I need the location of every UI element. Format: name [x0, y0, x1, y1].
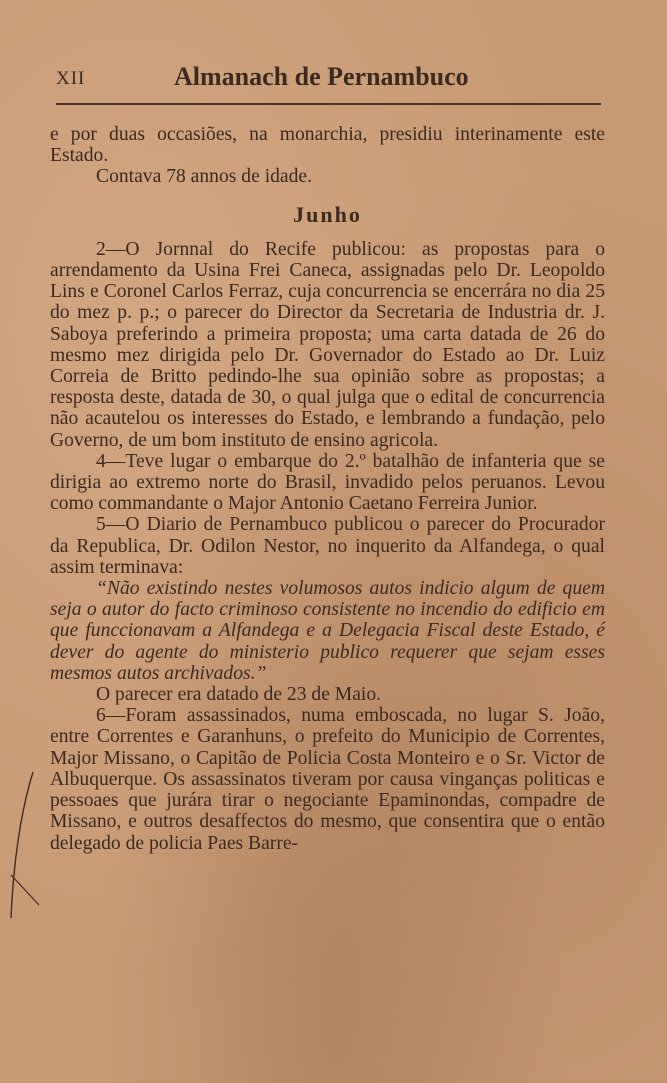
running-title: Almanach de Pernambuco: [174, 62, 469, 91]
entry-june-6: 6—Foram assassinados, numa emboscada, no lugar S. João, entre Correntes e Garanhuns, o prefeito do Municipio de Correntes, Major Missano, o Capitão de Policia Costa Monteiro e o Sr. Victor de Albuquerque. Os assassinatos tiveram por causa vinganças politicas e pessoaes que jurára tirar o negociante Epaminondas, compadre de Missano, e outros desaffectos do mesmo, que consentira que o então delegado de policia Paes Barre-: [50, 705, 605, 854]
paragraph-continuation: e por duas occasiões, na monarchia, presidiu interinamente este Estado.: [50, 124, 605, 167]
section-title: Junho: [293, 201, 362, 227]
paragraph-date: O parecer era datado de 23 de Maio.: [96, 684, 382, 706]
handwritten-margin-mark: [3, 770, 43, 920]
entry-june-4: 4—Teve lugar o embarque do 2.º batalhão de infanteria que se dirigia ao extremo norte do Brasil, invadido pelos peruanos. Levou como commandante o Major Antonio Caetano Ferreira Junior.: [50, 450, 605, 515]
page-header: [56, 62, 601, 100]
page-body: [50, 124, 605, 854]
page-number: XII: [56, 68, 86, 89]
paragraph-age: Contava 78 annos de idade.: [96, 166, 313, 188]
entry-june-2: 2—O Jornnal do Recife publicou: as propostas para o arrendamento da Usina Frei Caneca, assignadas pelo Dr. Leopoldo Lins e Coronel Carlos Ferraz, cuja concurrencia se encerrára no dia 25 do mez p. p.; o parecer do Director da Secretaria de Industria dr. J. Saboya preferindo a primeira proposta; uma carta datada de 26 do mesmo mez dirigida pelo Dr. Governador do Estado ao Dr. Luiz Correia de Britto pedindo-lhe sua opinião sobre as propostas; a resposta deste, datada de 30, o qual julga que o edital de concurrencia não acautelou os interesses do Estado, e lembrando a fundação, pelo Governo, de um bom instituto de ensino agricola.: [50, 238, 605, 451]
entry-june-5: 5—O Diario de Pernambuco publicou o parecer do Procurador da Republica, Dr. Odilon Nestor, no inquerito da Alfandega, o qual assim terminava:: [50, 514, 605, 578]
quoted-parecer: “Não existindo nestes volumosos autos indicio algum de quem seja o autor do facto criminoso consistente no incendio do edificio em que funccionavam a Alfandega e a Delegacia Fiscal deste Estado, é dever do agente do ministerio publico requerer que sejam esses mesmos autos archivados.”: [50, 578, 605, 684]
header-rule: [56, 103, 601, 105]
